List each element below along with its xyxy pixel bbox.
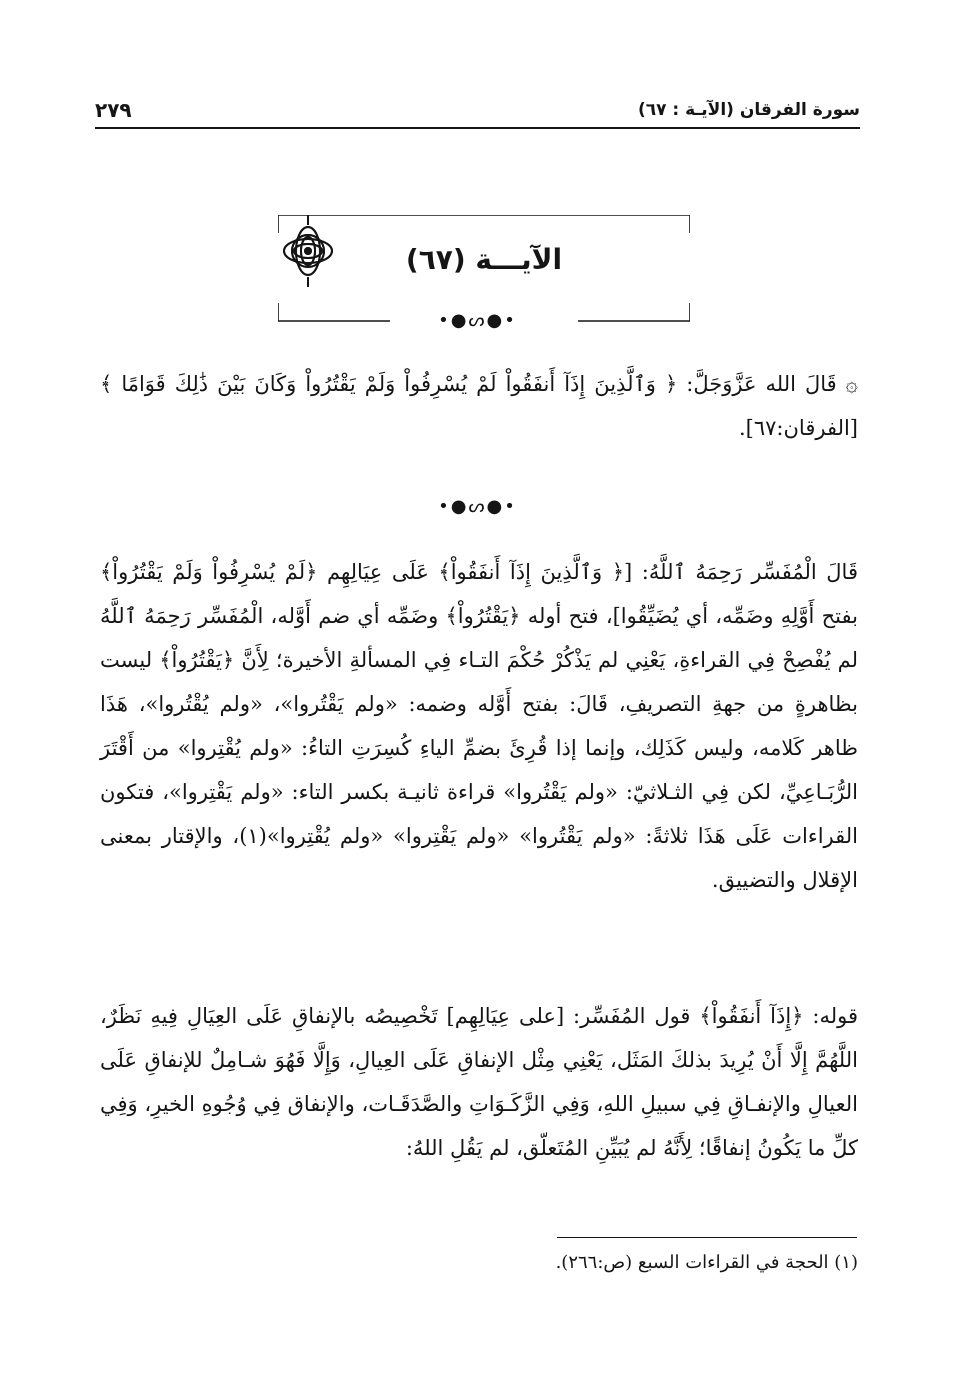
commentary-paragraph-1: قَالَ الْمُفَسِّر رَحِمَهُ ٱللَّهُ: [﴿ وَٱلَّذِينَ إِذَآ أَنفَقُواْ﴾ عَلَى عِيَالِهِم ﴿لَمْ يُسْرِفُواْ وَلَمْ يَقْتُرُواْ﴾ بفتح أَوَّلِهِ وضَمِّه، أي يُضَيِّقُوا]، فتح أوله ﴿يَقْتُرُواْ﴾ وضَمِّه أي ضم أَوَّله، الْمُفَسِّر رَحِمَهُ ٱللَّهُ لم يُفْصِحْ فِي القراءةِ، يَعْنِي لم يَذْكُرْ حُكْمَ التـاء فِي المسألةِ الأخيرة؛ لِأَنَّ ﴿يَقْتُرُواْ﴾ ليست بظاهرةٍ من جهةِ التصريفِ، قَالَ: بفتح أَوَّله وضمه: «ولم يَقْتُروا»، «ولم يُقْتُروا»، هَذَا ظاهر كَلامه، وليس كَذَلِك، وإنما إذا قُرِئَ بضمِّ الياءِ كُسِرَتِ التاءُ: «ولم يُقْتِروا» من أَقْتَرَ الرُّبَـاعِيِّ، لكن فِي الثـلاثيّ: «ولم يَقْتُروا» قراءة ثانيـة بكسر التاء: «ولم يَقْتِروا»، فتكون القراءات عَلَى هَذَا ثلاثةً: «ولم يَقْتُروا» «ولم يَقْتِروا» «ولم يُقْتِروا»(١)، والإقتار بمعنى الإقلال والتضييق. [100, 560, 858, 892]
running-header [95, 98, 860, 126]
page-number: ٢٧٩ [95, 98, 132, 122]
verse-text [100, 362, 858, 450]
commentary-paragraph-2: قوله: ﴿إِذَآ أَنفَقُواْ﴾ قول المُفَسِّر: [على عِيَالِهِم] تَخْصِيصُه بالإنفاقِ عَلَى العِيَالِ فِيهِ نَظَرٌ، اللَّهُمَّ إِلَّا أَنْ يُرِيدَ بذلكَ المَثَل، يَعْنِي مِثْل الإنفاقِ عَلَى العِيالِ، وَإِلَّا فَهُوَ شـامِلٌ للإنفاقِ عَلَى العيالِ والإنفـاقِ فِي سبيلِ اللهِ، وَفِي الزَّكَـوَاتِ والصَّدَقَـات، والإنفاق فِي وُجُوهِ الخيرِ، وَفِي كلِّ ما يَكُونُ إنفاقًا؛ لِأَنَّهُ لم يُبَيِّنِ المُتَعلّق، لم يَقُلِ اللهُ: [100, 1004, 858, 1160]
ayah-title: الآيـــة (٦٧) [405, 243, 563, 276]
header-rule [95, 127, 860, 129]
knot-ornament-icon [278, 215, 338, 287]
footnote-rule [557, 1237, 857, 1238]
ayah-title-frame [278, 215, 690, 322]
surah-label: سورة الفرقان (الآيـة : ٦٧) [637, 100, 860, 120]
section-divider: •●ᔕ●• [438, 310, 517, 331]
section-divider: •●ᔕ●• [438, 496, 517, 517]
verse: ۞ قَالَ الله عَزَّوَجَلَّ: ﴿ وَٱلَّذِينَ إِذَآ أَنفَقُواْ لَمْ يُسْرِفُواْ وَلَمْ يَقْتُرُواْ وَكَانَ بَيْنَ ذَٰلِكَ قَوَامًا ﴾ [الفرقان:٦٧]. [100, 372, 858, 440]
footnote: (١) الحجة في القراءات السبع (ص:٢٦٦). [555, 1252, 858, 1273]
